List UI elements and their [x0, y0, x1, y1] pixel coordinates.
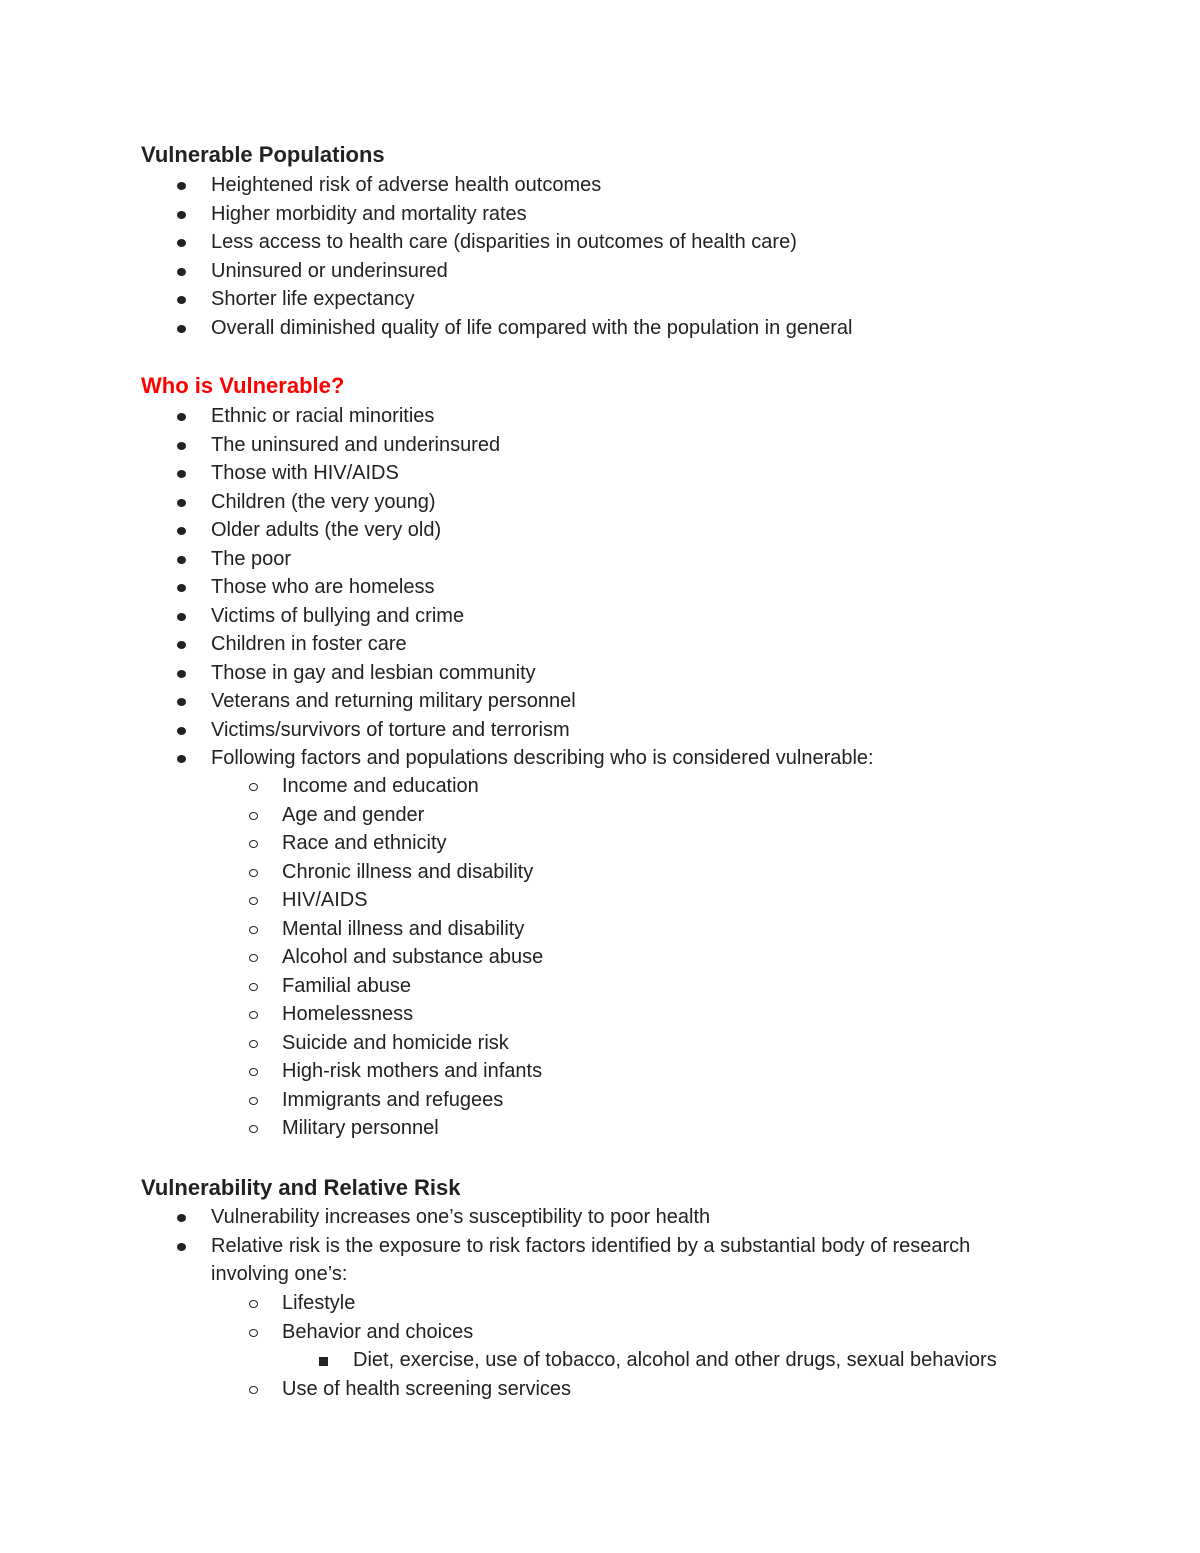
bullet-icon: [177, 641, 186, 649]
hollow-bullet-icon: [249, 983, 258, 991]
list-item: Behavior and choices: [282, 1318, 473, 1347]
list-item: Victims of bullying and crime: [211, 602, 874, 631]
list-item: Vulnerability increases one’s susceptibility to poor health: [211, 1203, 1041, 1232]
list-item: Immigrants and refugees: [282, 1086, 543, 1115]
list-item: Heightened risk of adverse health outcomes: [211, 171, 852, 200]
bullet-icon: [177, 727, 186, 735]
bullet-icon: [177, 239, 186, 247]
bullet-icon: [177, 698, 186, 706]
list-item: Those in gay and lesbian community: [211, 659, 874, 688]
hollow-bullet-icon: [249, 926, 258, 934]
bullet-icon: [177, 182, 186, 190]
hollow-bullet-icon: [249, 1097, 258, 1105]
list-item: Less access to health care (disparities in outcomes of health care): [211, 228, 852, 257]
bullet-icon: [177, 296, 186, 304]
bullet-icon: [177, 755, 186, 763]
list-item: Mental illness and disability: [282, 915, 543, 944]
list-item: Following factors and populations describing who is considered vulnerable:: [211, 744, 874, 773]
list-item: Military personnel: [282, 1114, 543, 1143]
list-vulnerability-factors: [282, 772, 543, 1143]
list-item: Age and gender: [282, 801, 543, 830]
list-item: The uninsured and underinsured: [211, 431, 874, 460]
bullet-icon: [177, 556, 186, 564]
list-vulnerable-populations: [211, 171, 852, 342]
bullet-icon: [177, 1214, 186, 1222]
heading-vulnerable-populations: Vulnerable Populations: [141, 142, 385, 167]
hollow-bullet-icon: [249, 1040, 258, 1048]
list-item: Victims/survivors of torture and terrorism: [211, 716, 874, 745]
hollow-bullet-icon: [249, 783, 258, 791]
hollow-bullet-icon: [249, 954, 258, 962]
hollow-bullet-icon: [249, 1329, 258, 1337]
list-item: Lifestyle: [282, 1289, 473, 1318]
bullet-icon: [177, 268, 186, 276]
bullet-icon: [177, 613, 186, 621]
list-relative-risk: [211, 1203, 1041, 1289]
list-item: Overall diminished quality of life compared with the population in general: [211, 314, 852, 343]
list-item: Uninsured or underinsured: [211, 257, 852, 286]
list-behavior-examples: [353, 1346, 997, 1375]
bullet-icon: [177, 413, 186, 421]
list-item: Children (the very young): [211, 488, 874, 517]
list-item: High-risk mothers and infants: [282, 1057, 543, 1086]
hollow-bullet-icon: [249, 1386, 258, 1394]
heading-who-is-vulnerable: Who is Vulnerable?: [141, 373, 345, 398]
list-item: Shorter life expectancy: [211, 285, 852, 314]
square-bullet-icon: [319, 1357, 328, 1366]
list-item: Use of health screening services: [282, 1375, 571, 1404]
list-item: Those with HIV/AIDS: [211, 459, 874, 488]
bullet-icon: [177, 1243, 186, 1251]
list-item: Higher morbidity and mortality rates: [211, 200, 852, 229]
list-item: Income and education: [282, 772, 543, 801]
list-relative-risk-factors: [282, 1289, 473, 1346]
list-item: Suicide and homicide risk: [282, 1029, 543, 1058]
list-item: Alcohol and substance abuse: [282, 943, 543, 972]
list-item: Older adults (the very old): [211, 516, 874, 545]
bullet-icon: [177, 499, 186, 507]
list-item: Relative risk is the exposure to risk factors identified by a substantial body of research involving one’s:: [211, 1232, 1041, 1289]
list-relative-risk-factors-continued: [282, 1375, 571, 1404]
list-item: HIV/AIDS: [282, 886, 543, 915]
hollow-bullet-icon: [249, 1300, 258, 1308]
hollow-bullet-icon: [249, 840, 258, 848]
list-item: The poor: [211, 545, 874, 574]
list-item: Race and ethnicity: [282, 829, 543, 858]
hollow-bullet-icon: [249, 1068, 258, 1076]
bullet-icon: [177, 325, 186, 333]
bullet-icon: [177, 527, 186, 535]
list-item: Homelessness: [282, 1000, 543, 1029]
list-item: Diet, exercise, use of tobacco, alcohol and other drugs, sexual behaviors: [353, 1346, 997, 1375]
list-item: Chronic illness and disability: [282, 858, 543, 887]
list-item: Familial abuse: [282, 972, 543, 1001]
hollow-bullet-icon: [249, 1011, 258, 1019]
list-item: Children in foster care: [211, 630, 874, 659]
hollow-bullet-icon: [249, 869, 258, 877]
list-item: Ethnic or racial minorities: [211, 402, 874, 431]
list-who-is-vulnerable: [211, 402, 874, 773]
list-item: Those who are homeless: [211, 573, 874, 602]
list-item: Veterans and returning military personnel: [211, 687, 874, 716]
heading-vulnerability-relative-risk: Vulnerability and Relative Risk: [141, 1175, 461, 1200]
bullet-icon: [177, 670, 186, 678]
bullet-icon: [177, 442, 186, 450]
bullet-icon: [177, 584, 186, 592]
hollow-bullet-icon: [249, 897, 258, 905]
bullet-icon: [177, 470, 186, 478]
hollow-bullet-icon: [249, 812, 258, 820]
bullet-icon: [177, 211, 186, 219]
hollow-bullet-icon: [249, 1125, 258, 1133]
